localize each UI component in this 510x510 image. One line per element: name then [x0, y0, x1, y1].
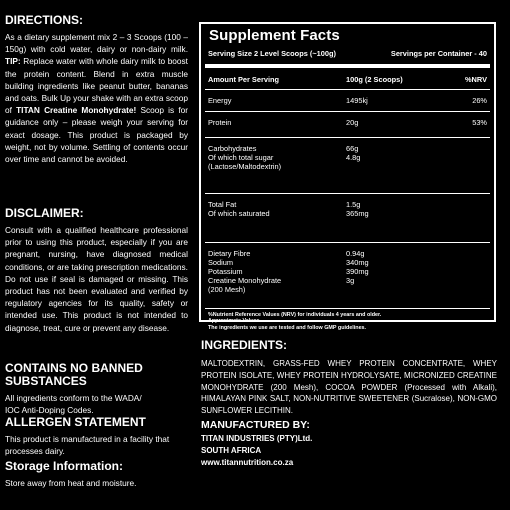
facts-body: [205, 89, 490, 309]
nutrient-amount: 1.5g 365mg: [346, 200, 369, 218]
storage-section: [5, 460, 188, 489]
manufacturer-country: SOUTH AFRICA: [201, 446, 262, 455]
allergen-text: This product is manufactured in a facility that processes dairy.: [5, 434, 170, 457]
nutrient-group: [205, 138, 490, 193]
nutrient-row: [205, 118, 490, 127]
storage-title: Storage Information:: [5, 459, 124, 473]
ingredients-section: [201, 339, 497, 417]
nutrient-amount: 3g: [346, 276, 355, 285]
nutrient-row: [205, 96, 490, 105]
nutrient-group: [205, 112, 490, 137]
thick-divider: [205, 64, 490, 68]
disclaimer-text: Consult with a qualified healthcare professional prior to using this product, especially if you are pregnant, nursing, have diagnosed medical conditions, or are taking prescription medications. Do not use if seal is damaged or missing. This product has not been evaluated and verified by regulatory agencies for its quality, safety or intended use. This product is not intended to diagnose, treat, cure or prevent any disease.: [5, 225, 188, 333]
ingredients-text: MALTODEXTRIN, GRASS-FED WHEY PROTEIN CONCENTRATE, WHEY PROTEIN ISOLATE, WHEY PROTEIN HYDROLYSATE, MICRONIZED CREATINE MONOHYDRATE (200 Mesh), COCOA POWDER (Processed with Alkali), HIMALAYAN PINK SALT, NON-NUTRITIVE SWEETENER (Sucralose), NON-GMO SUNFLOWER LECITHIN.: [201, 359, 497, 416]
nutrient-row: [205, 249, 490, 258]
nutrient-amount: 66g 4.8g: [346, 144, 361, 162]
manufacturer-website[interactable]: www.titannutrition.co.za: [201, 458, 294, 467]
nutrient-amount: 340mg: [346, 258, 369, 267]
nutrient-nrv: [446, 267, 487, 276]
directions-section: [5, 14, 188, 165]
nutrient-row: [205, 267, 490, 276]
header-amount-per-serving: Amount Per Serving: [208, 75, 280, 84]
footnote-gmp: The ingredients we use are tested and follow GMP guidelines.: [208, 324, 367, 331]
nutrient-nrv: [446, 258, 487, 267]
disclaimer-section: [5, 207, 188, 334]
storage-text: Store away from heat and moisture.: [5, 478, 137, 488]
nutrient-row: [205, 200, 490, 218]
directions-text: As a dietary supplement mix 2 – 3 Scoops (100 – 150g) with cold water, dairy or non-dairy milk. TIP: Replace water with whole dairy milk to boost the protein content. Blend in extra muscle building ingredients like peanut butter, bananas and oats. Bulk Up your shake with an extra scoop of TITAN Creatine Monohydrate! Scoop is for guidance only – please weigh your serving for exact dosage. This product is packaged by weight, not by volume. Settling of contents occur over time and cannot be avoided.: [5, 32, 188, 165]
nutrient-name: Creatine Monohydrate (200 Mesh): [208, 276, 282, 294]
directions-title: DIRECTIONS:: [5, 13, 83, 27]
manufacturer-section: [201, 419, 497, 469]
allergen-section: [5, 416, 188, 457]
facts-footnotes: [205, 309, 490, 331]
nutrient-amount: 20g: [346, 118, 359, 127]
nutrient-name: Carbohydrates Of which total sugar (Lactose/Maltodextrin): [208, 144, 282, 171]
facts-title: Supplement Facts: [209, 27, 340, 44]
nutrient-name: Dietary Fibre: [208, 249, 251, 258]
nutrient-nrv: [446, 249, 487, 258]
header-nrv: %NRV: [464, 75, 487, 84]
nutrient-row: [205, 258, 490, 267]
nutrient-group: [205, 90, 490, 111]
nutrient-amount: 0.94g: [346, 249, 365, 258]
nutrient-nrv: [446, 276, 487, 294]
serving-size: Serving Size 2 Level Scoops (~100g): [208, 49, 336, 58]
header-serving-amount: 100g (2 Scoops): [346, 75, 403, 84]
servings-per-container: Servings per Container - 40: [390, 49, 487, 58]
ingredients-title: INGREDIENTS:: [201, 338, 288, 352]
supplement-facts-panel: [199, 22, 496, 331]
nutrient-nrv: 53%: [472, 118, 487, 127]
banned-text: All ingredients conform to the WADA/ IOC Anti-Doping Codes.: [5, 393, 142, 416]
serving-info: [205, 49, 490, 58]
nutrient-amount: 1495kj: [346, 96, 368, 105]
manufacturer-name: TITAN INDUSTRIES (PTY)Ltd.: [201, 434, 313, 443]
nutrient-nrv: [446, 200, 487, 218]
nutrient-name: Protein: [208, 118, 232, 127]
nutrient-name: Energy: [208, 96, 232, 105]
disclaimer-title: DISCLAIMER:: [5, 206, 84, 220]
nutrient-amount: 390mg: [346, 267, 369, 276]
nutrient-name: Sodium: [208, 258, 234, 267]
banned-section: [5, 362, 188, 416]
nutrient-row: [205, 276, 490, 294]
footnote-approx: Approximate Values.: [208, 318, 262, 325]
allergen-title: ALLERGEN STATEMENT: [5, 415, 146, 429]
nutrient-group: [205, 243, 490, 308]
manufacturer-title: MANUFACTURED BY:: [201, 419, 310, 431]
facts-header-row: [205, 72, 490, 89]
banned-title: CONTAINS NO BANNED SUBSTANCES: [5, 361, 143, 388]
nutrient-group: [205, 194, 490, 242]
nutrient-name: Total Fat Of which saturated: [208, 200, 270, 218]
footnote-nrv: %Nutrient Reference Values (NRV) for individuals 4 years and older.: [208, 312, 382, 318]
nutrient-nrv: [446, 144, 487, 171]
nutrient-row: [205, 144, 490, 171]
nutrient-nrv: 26%: [472, 96, 487, 105]
nutrient-name: Potassium: [208, 267, 243, 276]
